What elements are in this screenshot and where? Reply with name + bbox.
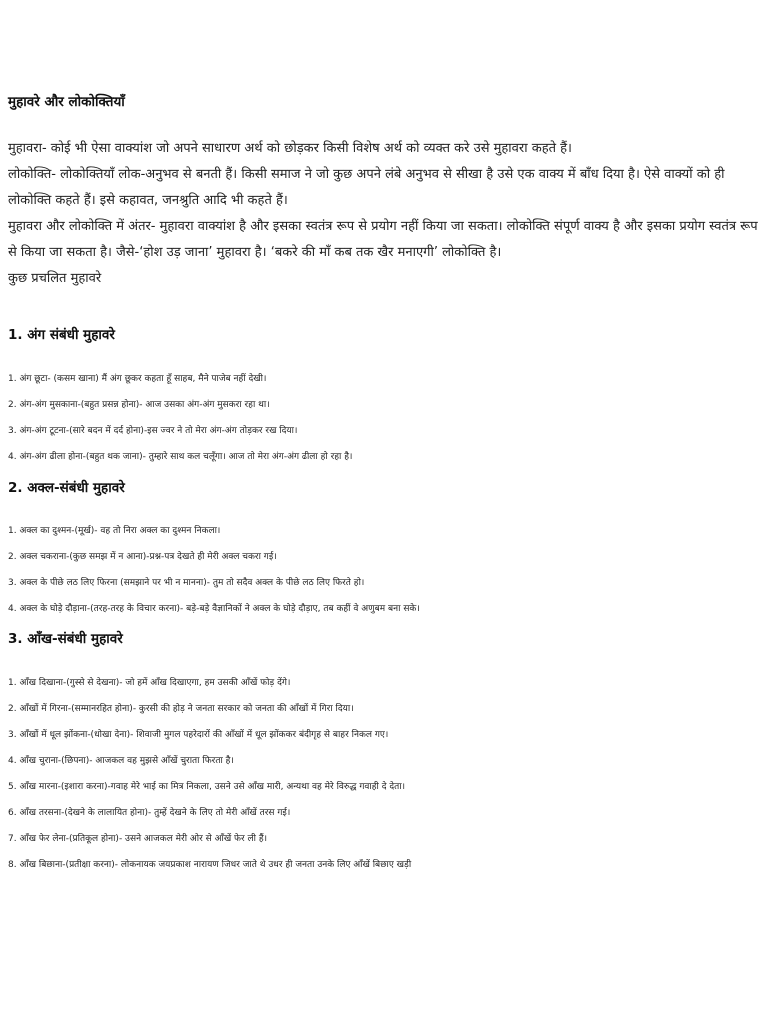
section-heading-akl: 2. अक्ल-संबंधी मुहावरे bbox=[8, 480, 125, 496]
list-item: 2. आँखों में गिरना-(सम्मानरहित होना)- कुरसी की होड़ ने जनता सरकार को जनता की आँखों में गिरा दिया। bbox=[8, 704, 354, 714]
difference-paragraph: मुहावरा और लोकोक्ति में अंतर- मुहावरा वाक्यांश है और इसका स्वतंत्र रूप से प्रयोग नहीं किया जा सकता। लोकोक्ति संपूर्ण वाक्य है और इसका प्रयोग स्वतंत्र रूप से किया जा सकता है। जैसे-‘होश उड़ जाना’ मुहावरा है। ‘बकरे की माँ कब तक खैर मनाएगी’ लोकोक्ति है। bbox=[8, 219, 758, 260]
proverb-definition: लोकोक्ति- लोकोक्तियाँ लोक-अनुभव से बनती हैं। किसी समाज ने जो कुछ अपने लंबे अनुभव से सीखा है उसे एक वाक्य में बाँध दिया है। ऐसे वाक्यों को ही लोकोक्ति कहते हैं। इसे कहावत, जनश्रुति आदि भी कहते हैं। bbox=[8, 167, 725, 208]
page-title: मुहावरे और लोकोक्तियाँ bbox=[8, 94, 125, 110]
list-item: 6. आँख तरसना-(देखने के लालायित होना)- तुम्हें देखने के लिए तो मेरी आँखें तरस गई। bbox=[8, 808, 291, 818]
list-item: 2. अंग-अंग मुसकाना-(बहुत प्रसन्न होना)- आज उसका अंग-अंग मुसकरा रहा था। bbox=[8, 400, 270, 410]
list-item: 3. अक्ल के पीछे लठ लिए फिरना (समझाने पर भी न मानना)- तुम तो सदैव अक्ल के पीछे लठ लिए फिरते हो। bbox=[8, 578, 365, 588]
list-item: 8. आँख बिछाना-(प्रतीक्षा करना)- लोकनायक जयप्रकाश नारायण जिधर जाते थे उधर ही जनता उनके लिए आँखें बिछाए खड़ी bbox=[8, 860, 412, 870]
list-item: 5. आँख मारना-(इशारा करना)-गवाह मेरे भाई का मित्र निकला, उसने उसे आँख मारी, अन्यथा वह मेरे विरुद्ध गवाही दे देता। bbox=[8, 782, 406, 792]
section-list-akl bbox=[8, 518, 766, 622]
section-heading-anga: 1. अंग संबंधी मुहावरे bbox=[8, 327, 115, 343]
list-item: 1. अंग छूटा- (कसम खाना) मैं अंग छूकर कहता हूँ साहब, मैने पाजेब नहीं देखी। bbox=[8, 374, 267, 384]
list-item: 1. आँख दिखाना-(गुस्से से देखना)- जो हमें आँख दिखाएगा, हम उसकी आँखें फोड़ देंगे। bbox=[8, 678, 291, 688]
idiom-definition: मुहावरा- कोई भी ऐसा वाक्यांश जो अपने साधारण अर्थ को छोड़कर किसी विशेष अर्थ को व्यक्त करे उसे मुहावरा कहते हैं। bbox=[8, 141, 572, 156]
list-item: 1. अक्ल का दुश्मन-(मूर्ख)- वह तो निरा अक्ल का दुश्मन निकला। bbox=[8, 526, 221, 536]
section-list-aankh bbox=[8, 670, 766, 878]
list-item: 2. अक्ल चकराना-(कुछ समझ में न आना)-प्रश्न-पत्र देखते ही मेरी अक्ल चकरा गई। bbox=[8, 552, 277, 562]
list-item: 4. आँख चुराना-(छिपना)- आजकल वह मुझसे आँखें चुराता फिरता है। bbox=[8, 756, 234, 766]
list-item: 7. आँख फेर लेना-(प्रतिकूल होना)- उसने आजकल मेरी ओर से आँखें फेर ली हैं। bbox=[8, 834, 268, 844]
intro-block bbox=[8, 136, 760, 292]
section-list-anga bbox=[8, 366, 766, 470]
list-item: 4. अंग-अंग ढीला होना-(बहुत थक जाना)- तुम्हारे साथ कल चलूँगा। आज तो मेरा अंग-अंग ढीला हो रहा है। bbox=[8, 452, 353, 462]
section-heading-aankh: 3. आँख-संबंधी मुहावरे bbox=[8, 631, 123, 647]
list-item: 3. अंग-अंग टूटना-(सारे बदन में दर्द होना)-इस ज्वर ने तो मेरा अंग-अंग तोड़कर रख दिया। bbox=[8, 426, 298, 436]
list-item: 4. अक्ल के घोड़े दौड़ाना-(तरह-तरह के विचार करना)- बड़े-बड़े वैज्ञानिकों ने अक्ल के घोड़े दौड़ाए, तब कहीं वे अणुबम बना सके। bbox=[8, 604, 420, 614]
common-idioms-label: कुछ प्रचलित मुहावरे bbox=[8, 271, 102, 286]
list-item: 3. आँखों में धूल झोंकना-(धोखा देना)- शिवाजी मुगल पहरेदारों की आँखों में धूल झोंककर बंदीगृह से बाहर निकल गए। bbox=[8, 730, 389, 740]
